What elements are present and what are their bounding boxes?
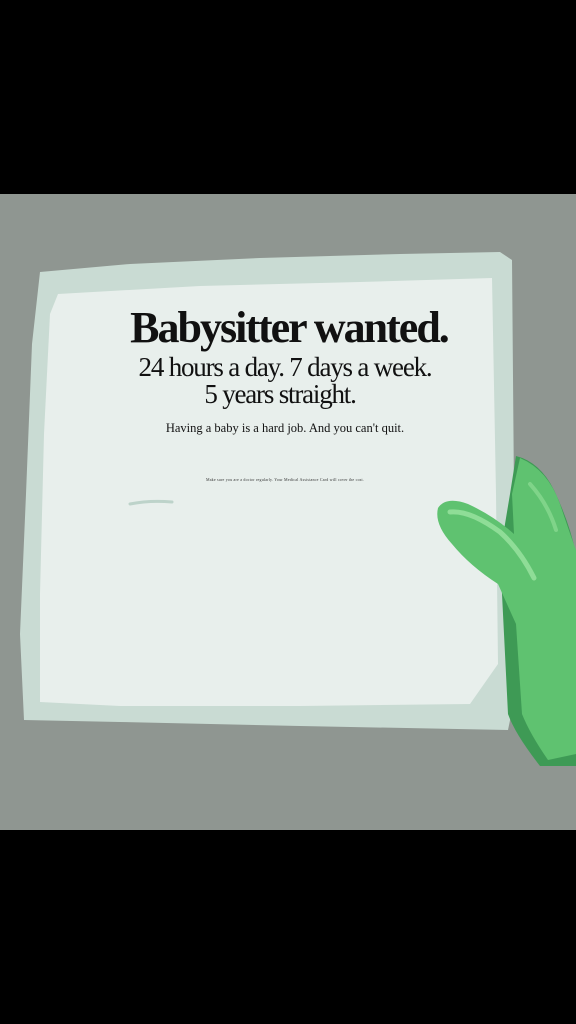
poster-headline: Babysitter wanted. — [130, 303, 448, 352]
poster-text — [40, 304, 520, 482]
poster-line-hours: 24 hours a day. 7 days a week. — [138, 352, 432, 382]
illustration-scene — [0, 194, 576, 830]
illustration-artwork — [0, 194, 576, 830]
poster-tagline: Having a baby is a hard job. And you can't quit. — [165, 421, 405, 435]
poster-line-years: 5 years straight. — [204, 379, 356, 409]
poster-fine-print: Make sure you are a doctor regularly. Your Medical Assistance Card will cover the cost. — [205, 477, 365, 482]
